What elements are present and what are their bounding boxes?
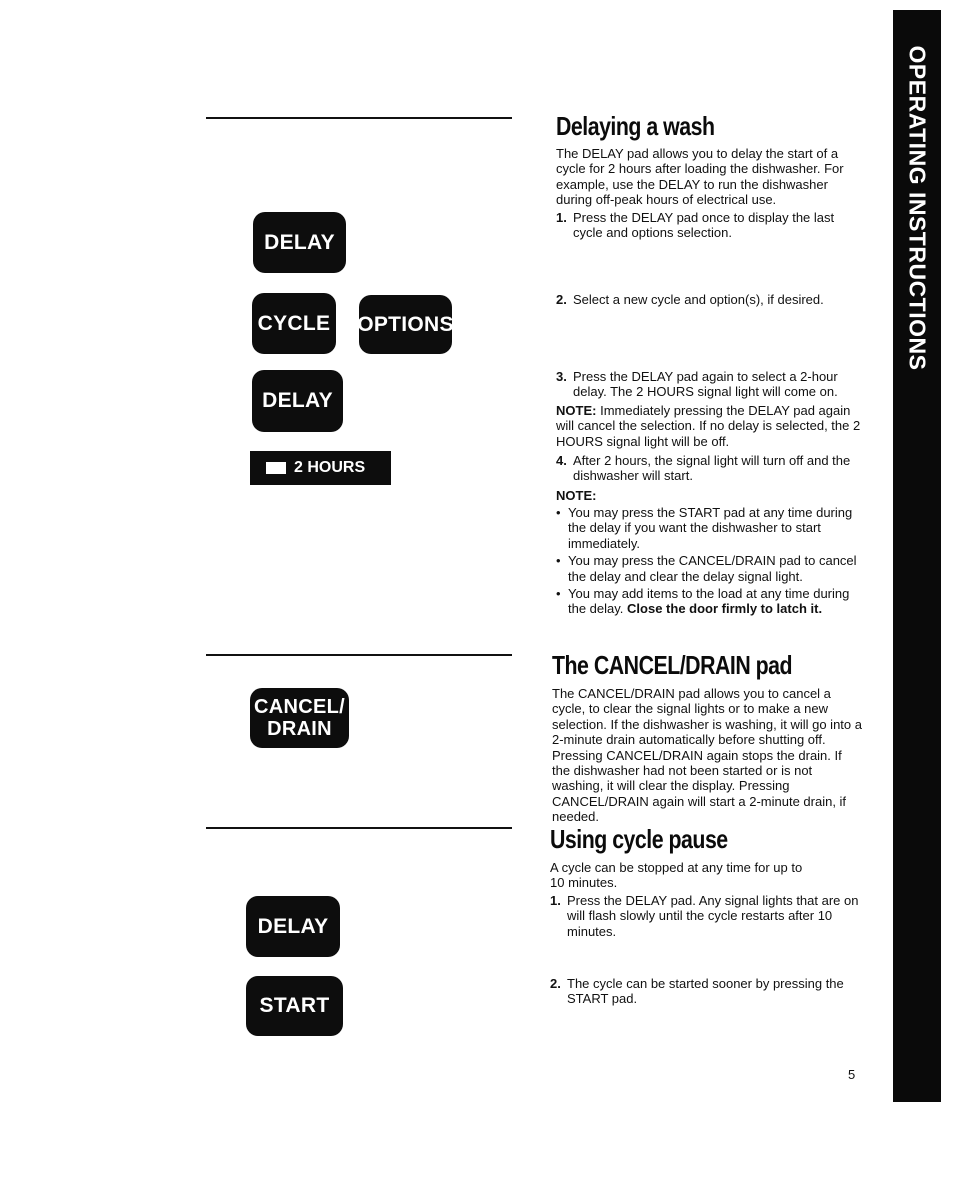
step-text: Press the DELAY pad. Any signal lights that are on will flash slowly until the cycle restarts after 10 minutes. bbox=[567, 893, 859, 939]
two-hours-signal-light bbox=[250, 451, 391, 485]
step-text: The cycle can be started sooner by pressing the START pad. bbox=[567, 976, 844, 1007]
delaying-note-2-label: NOTE: bbox=[556, 488, 597, 503]
delaying-note-1 bbox=[556, 403, 862, 449]
step-text: Press the DELAY pad once to display the last cycle and options selection. bbox=[573, 210, 835, 241]
cycle-pause-step-2 bbox=[550, 976, 862, 1007]
delaying-step-1 bbox=[556, 210, 866, 241]
cycle-pause-intro: A cycle can be stopped at any time for up to 10 minutes. bbox=[550, 860, 803, 891]
step-text: After 2 hours, the signal light will turn off and the dishwasher will start. bbox=[573, 453, 851, 484]
note-bullet: • You may press the CANCEL/DRAIN pad to cancel the delay and clear the delay signal light. bbox=[556, 553, 866, 584]
step-number: 1. bbox=[556, 210, 567, 225]
page-number: 5 bbox=[848, 1067, 856, 1082]
note-label: NOTE: bbox=[556, 403, 597, 418]
step-text: Select a new cycle and option(s), if desired. bbox=[573, 292, 824, 307]
delaying-step-2 bbox=[556, 292, 866, 307]
two-hours-label: 2 HOURS bbox=[294, 459, 366, 476]
delay-pad-pause: DELAY bbox=[246, 896, 340, 957]
note-text: Immediately pressing the DELAY pad again will cancel the selection. If no delay is selected, the 2 HOURS signal light will be off. bbox=[556, 403, 861, 449]
section-rule-delaying bbox=[206, 117, 512, 119]
note-bullet-emphasis: Close the door firmly to latch it. bbox=[627, 601, 823, 617]
section-tab-label: OPERATING INSTRUCTIONS bbox=[904, 45, 931, 371]
step-number: 1. bbox=[550, 893, 561, 908]
delaying-step-4 bbox=[556, 453, 868, 484]
note-bullet-text: You may add items to the load at any time during the delay. bbox=[568, 586, 850, 617]
cancel-drain-heading: The CANCEL/DRAIN pad bbox=[552, 650, 793, 680]
note-bullet bbox=[556, 586, 866, 617]
cycle-pause-heading: Using cycle pause bbox=[550, 824, 728, 854]
delaying-step-3 bbox=[556, 369, 866, 400]
step-number: 4. bbox=[556, 453, 567, 468]
cancel-drain-body: The CANCEL/DRAIN pad allows you to cancel a cycle, to clear the signal lights or to make a new selection. If the dishwasher is washing, it will go into a 2-minute drain automatically before shutting off. Pressing CANCEL/DRAIN again stops the drain. If the dishwasher had not been started or is not washing, it will clear the display. Pressing CANCEL/DRAIN again will start a 2-minute drain, if needed. bbox=[552, 686, 862, 825]
delaying-intro: The DELAY pad allows you to delay the start of a cycle for 2 hours after loading the dishwasher. For example, use the DELAY to run the dishwasher during off-peak hours of electrical use. bbox=[556, 146, 844, 208]
options-pad: OPTIONS bbox=[359, 295, 452, 354]
delaying-notes-list bbox=[556, 505, 866, 619]
delaying-heading: Delaying a wash bbox=[556, 111, 715, 141]
signal-light-indicator bbox=[266, 462, 286, 474]
delay-pad: DELAY bbox=[253, 212, 346, 273]
step-number: 2. bbox=[550, 976, 561, 991]
step-number: 3. bbox=[556, 369, 567, 384]
cycle-pad: CYCLE bbox=[252, 293, 336, 354]
section-rule-cancel-drain bbox=[206, 654, 512, 656]
step-number: 2. bbox=[556, 292, 567, 307]
step-text: Press the DELAY pad again to select a 2-hour delay. The 2 HOURS signal light will come on. bbox=[573, 369, 838, 400]
delay-pad-select: DELAY bbox=[252, 370, 343, 432]
cycle-pause-step-1 bbox=[550, 893, 862, 939]
section-rule-cycle-pause bbox=[206, 827, 512, 829]
note-bullet: • You may press the START pad at any time during the delay if you want the dishwasher to start immediately. bbox=[556, 505, 866, 551]
start-pad: START bbox=[246, 976, 343, 1036]
cancel-drain-pad: CANCEL/ DRAIN bbox=[250, 688, 349, 748]
